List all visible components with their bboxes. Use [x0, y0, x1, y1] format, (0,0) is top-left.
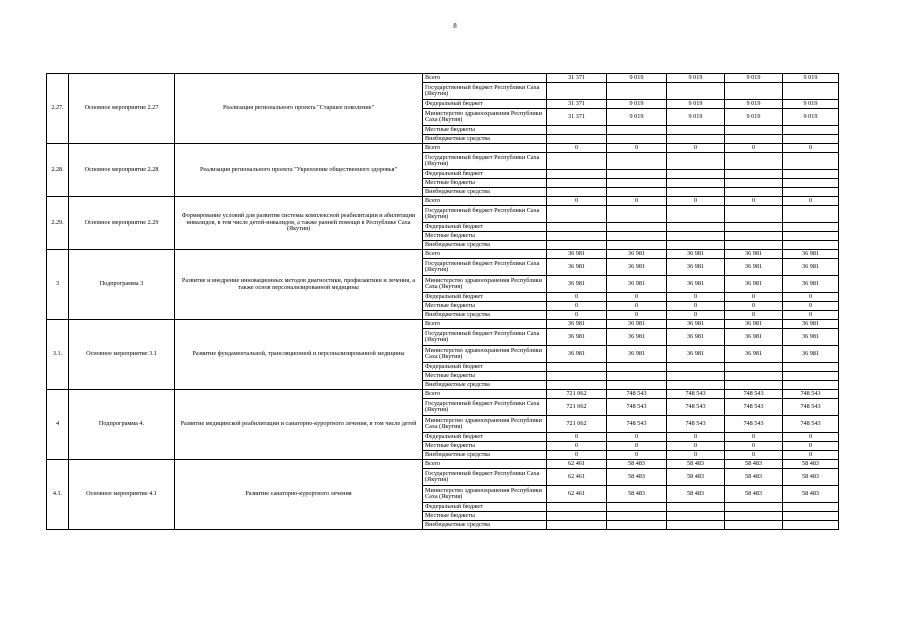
amount-cell: 36 981 [783, 346, 839, 363]
amount-cell: 58 483 [783, 460, 839, 469]
item-type: Основное мероприятие 3.1 [69, 320, 175, 390]
amount-cell [547, 503, 607, 512]
amount-cell [547, 223, 607, 232]
amount-cell [725, 241, 783, 250]
amount-cell: 9 019 [667, 109, 725, 126]
amount-cell: 0 [725, 144, 783, 153]
amount-cell [725, 153, 783, 170]
table-row [47, 460, 839, 469]
amount-cell [667, 521, 725, 530]
table-row [47, 74, 839, 83]
amount-cell [547, 179, 607, 188]
amount-cell: 58 483 [607, 486, 667, 503]
amount-cell: 36 981 [607, 276, 667, 293]
amount-cell: 58 483 [783, 486, 839, 503]
amount-cell [547, 170, 607, 179]
amount-cell: 0 [547, 144, 607, 153]
funding-source: Местные бюджеты [423, 126, 547, 135]
amount-cell [547, 153, 607, 170]
amount-cell: 62 461 [547, 460, 607, 469]
amount-cell [607, 83, 667, 100]
amount-cell [547, 521, 607, 530]
amount-cell [725, 512, 783, 521]
amount-cell: 36 981 [607, 320, 667, 329]
item-number: 2.28. [47, 144, 69, 197]
amount-cell: 36 981 [783, 320, 839, 329]
amount-cell [783, 223, 839, 232]
amount-cell [783, 381, 839, 390]
amount-cell: 0 [547, 293, 607, 302]
amount-cell: 36 981 [607, 329, 667, 346]
amount-cell: 9 019 [783, 109, 839, 126]
amount-cell [725, 503, 783, 512]
page-number: 8 [453, 22, 457, 30]
amount-cell: 0 [725, 442, 783, 451]
amount-cell: 0 [607, 433, 667, 442]
amount-cell [725, 232, 783, 241]
funding-source: Местные бюджеты [423, 442, 547, 451]
item-name: Формирование условий для развития системы комплексной реабилитации и абилитации инвалидов, в том числе детей-инвалидов, а также ранней помощи в Республике Саха (Якутия) [175, 197, 423, 250]
amount-cell: 0 [783, 293, 839, 302]
amount-cell: 748 543 [667, 390, 725, 399]
amount-cell [667, 153, 725, 170]
amount-cell: 0 [667, 293, 725, 302]
amount-cell: 36 981 [547, 320, 607, 329]
funding-source: Государственный бюджет Республики Саха (Якутия) [423, 153, 547, 170]
amount-cell: 31 371 [547, 109, 607, 126]
amount-cell [667, 232, 725, 241]
amount-cell: 0 [607, 451, 667, 460]
amount-cell: 36 981 [547, 276, 607, 293]
funding-source: Федеральный бюджет [423, 100, 547, 109]
amount-cell: 9 019 [725, 74, 783, 83]
amount-cell: 748 543 [783, 390, 839, 399]
amount-cell [725, 521, 783, 530]
amount-cell: 0 [667, 302, 725, 311]
amount-cell [547, 83, 607, 100]
amount-cell: 748 543 [607, 416, 667, 433]
amount-cell: 36 981 [667, 250, 725, 259]
amount-cell: 0 [725, 451, 783, 460]
funding-source: Местные бюджеты [423, 302, 547, 311]
amount-cell [667, 381, 725, 390]
amount-cell: 748 543 [667, 399, 725, 416]
funding-source: Федеральный бюджет [423, 170, 547, 179]
amount-cell: 0 [547, 311, 607, 320]
amount-cell: 748 543 [783, 416, 839, 433]
funding-source: Государственный бюджет Республики Саха (Якутия) [423, 399, 547, 416]
item-name: Реализация регионального проекта "Старшее поколение" [175, 74, 423, 144]
amount-cell [547, 512, 607, 521]
funding-source: Местные бюджеты [423, 512, 547, 521]
funding-source: Внебюджетные средства [423, 381, 547, 390]
amount-cell: 36 981 [725, 259, 783, 276]
funding-source: Местные бюджеты [423, 179, 547, 188]
amount-cell [783, 206, 839, 223]
amount-cell: 0 [667, 197, 725, 206]
amount-cell: 0 [725, 197, 783, 206]
amount-cell: 0 [547, 442, 607, 451]
amount-cell [783, 521, 839, 530]
amount-cell: 0 [607, 442, 667, 451]
amount-cell: 748 543 [725, 390, 783, 399]
amount-cell: 9 019 [725, 109, 783, 126]
amount-cell [725, 126, 783, 135]
amount-cell: 9 019 [783, 74, 839, 83]
item-number: 2.27. [47, 74, 69, 144]
amount-cell [547, 232, 607, 241]
amount-cell: 748 543 [783, 399, 839, 416]
amount-cell [607, 223, 667, 232]
amount-cell [725, 170, 783, 179]
amount-cell: 9 019 [607, 109, 667, 126]
funding-source: Министерство здравоохранения Республики Саха (Якутия) [423, 276, 547, 293]
item-number: 4 [47, 390, 69, 460]
amount-cell [783, 372, 839, 381]
amount-cell [607, 153, 667, 170]
funding-source: Внебюджетные средства [423, 135, 547, 144]
amount-cell: 36 981 [725, 320, 783, 329]
amount-cell: 0 [725, 311, 783, 320]
amount-cell: 0 [607, 197, 667, 206]
amount-cell [547, 363, 607, 372]
amount-cell: 0 [667, 433, 725, 442]
amount-cell: 36 981 [547, 250, 607, 259]
amount-cell [547, 135, 607, 144]
amount-cell: 36 981 [667, 320, 725, 329]
amount-cell: 31 371 [547, 74, 607, 83]
funding-source: Всего [423, 74, 547, 83]
item-name: Развитие фундаментальной, трансляционной и персонализированной медицины [175, 320, 423, 390]
amount-cell: 0 [783, 433, 839, 442]
amount-cell [547, 188, 607, 197]
amount-cell: 36 981 [547, 259, 607, 276]
amount-cell: 0 [725, 293, 783, 302]
amount-cell: 36 981 [725, 276, 783, 293]
item-number: 3.1. [47, 320, 69, 390]
funding-source: Министерство здравоохранения Республики Саха (Якутия) [423, 416, 547, 433]
item-name: Развитие и внедрение инновационных методов диагностики, профилактики и лечения, а также основ персонализированной медицины [175, 250, 423, 320]
funding-source: Государственный бюджет Республики Саха (Якутия) [423, 329, 547, 346]
amount-cell: 36 981 [783, 259, 839, 276]
amount-cell: 0 [783, 197, 839, 206]
item-type: Основное мероприятие 2.28 [69, 144, 175, 197]
item-type: Основное мероприятие 2.29 [69, 197, 175, 250]
table-row [47, 144, 839, 153]
amount-cell [607, 363, 667, 372]
amount-cell [547, 372, 607, 381]
funding-source: Государственный бюджет Республики Саха (Якутия) [423, 259, 547, 276]
amount-cell [667, 503, 725, 512]
amount-cell: 36 981 [725, 346, 783, 363]
amount-cell [607, 188, 667, 197]
amount-cell: 36 981 [725, 250, 783, 259]
amount-cell: 36 981 [607, 259, 667, 276]
amount-cell: 9 019 [667, 100, 725, 109]
funding-source: Федеральный бюджет [423, 503, 547, 512]
funding-source: Местные бюджеты [423, 372, 547, 381]
amount-cell: 9 019 [667, 74, 725, 83]
item-number: 2.29. [47, 197, 69, 250]
amount-cell [667, 512, 725, 521]
amount-cell: 0 [783, 311, 839, 320]
table-row [47, 197, 839, 206]
amount-cell: 0 [607, 144, 667, 153]
amount-cell [725, 83, 783, 100]
amount-cell: 58 483 [607, 460, 667, 469]
amount-cell [725, 363, 783, 372]
amount-cell [667, 179, 725, 188]
funding-source: Внебюджетные средства [423, 451, 547, 460]
amount-cell: 36 981 [667, 346, 725, 363]
amount-cell: 0 [547, 302, 607, 311]
funding-source: Всего [423, 320, 547, 329]
amount-cell: 0 [547, 451, 607, 460]
amount-cell [607, 170, 667, 179]
amount-cell [667, 188, 725, 197]
amount-cell: 721 062 [547, 390, 607, 399]
amount-cell: 58 483 [725, 486, 783, 503]
amount-cell: 36 981 [667, 329, 725, 346]
amount-cell [607, 241, 667, 250]
amount-cell [667, 363, 725, 372]
amount-cell [547, 381, 607, 390]
amount-cell: 58 483 [783, 469, 839, 486]
amount-cell: 36 981 [547, 346, 607, 363]
amount-cell: 0 [607, 311, 667, 320]
amount-cell [607, 512, 667, 521]
amount-cell [783, 363, 839, 372]
amount-cell: 31 371 [547, 100, 607, 109]
item-number: 4.1. [47, 460, 69, 530]
item-name: Развитие медицинской реабилитации и санаторно-курортного лечения, в том числе детей [175, 390, 423, 460]
amount-cell [783, 153, 839, 170]
amount-cell [607, 503, 667, 512]
funding-source: Внебюджетные средства [423, 521, 547, 530]
amount-cell: 0 [667, 451, 725, 460]
amount-cell: 36 981 [783, 329, 839, 346]
amount-cell [607, 232, 667, 241]
table-row [47, 320, 839, 329]
amount-cell: 0 [667, 311, 725, 320]
amount-cell: 36 981 [547, 329, 607, 346]
amount-cell [783, 135, 839, 144]
funding-source: Всего [423, 250, 547, 259]
amount-cell: 58 483 [607, 469, 667, 486]
funding-source: Внебюджетные средства [423, 241, 547, 250]
amount-cell [783, 188, 839, 197]
funding-source: Внебюджетные средства [423, 188, 547, 197]
amount-cell [607, 381, 667, 390]
amount-cell: 748 543 [607, 399, 667, 416]
amount-cell: 748 543 [725, 399, 783, 416]
amount-cell [783, 503, 839, 512]
amount-cell: 0 [725, 302, 783, 311]
funding-source: Федеральный бюджет [423, 293, 547, 302]
funding-source: Федеральный бюджет [423, 433, 547, 442]
amount-cell [725, 381, 783, 390]
amount-cell [607, 372, 667, 381]
amount-cell: 58 483 [667, 486, 725, 503]
amount-cell: 9 019 [725, 100, 783, 109]
amount-cell [667, 83, 725, 100]
amount-cell: 9 019 [783, 100, 839, 109]
amount-cell [725, 372, 783, 381]
amount-cell: 36 981 [667, 259, 725, 276]
amount-cell [667, 206, 725, 223]
amount-cell: 748 543 [607, 390, 667, 399]
amount-cell [725, 223, 783, 232]
item-type: Подпрограмма 3 [69, 250, 175, 320]
amount-cell: 0 [547, 433, 607, 442]
amount-cell [783, 241, 839, 250]
amount-cell [667, 223, 725, 232]
amount-cell [783, 170, 839, 179]
amount-cell [547, 126, 607, 135]
amount-cell: 748 543 [725, 416, 783, 433]
amount-cell: 58 483 [725, 469, 783, 486]
funding-source: Федеральный бюджет [423, 363, 547, 372]
amount-cell: 0 [783, 451, 839, 460]
amount-cell [783, 232, 839, 241]
amount-cell: 58 483 [667, 460, 725, 469]
amount-cell: 0 [783, 442, 839, 451]
amount-cell [667, 241, 725, 250]
amount-cell: 0 [547, 197, 607, 206]
budget-table [46, 73, 839, 530]
amount-cell: 36 981 [607, 250, 667, 259]
funding-source: Государственный бюджет Республики Саха (Якутия) [423, 469, 547, 486]
item-type: Основное мероприятие 2.27 [69, 74, 175, 144]
amount-cell [725, 188, 783, 197]
amount-cell: 36 981 [725, 329, 783, 346]
amount-cell: 36 981 [783, 250, 839, 259]
amount-cell [607, 206, 667, 223]
amount-cell [783, 179, 839, 188]
funding-source: Всего [423, 460, 547, 469]
funding-source: Государственный бюджет Республики Саха (Якутия) [423, 83, 547, 100]
amount-cell [667, 170, 725, 179]
funding-source: Внебюджетные средства [423, 311, 547, 320]
funding-source: Федеральный бюджет [423, 223, 547, 232]
funding-source: Министерство здравоохранения Республики Саха (Якутия) [423, 109, 547, 126]
amount-cell: 721 062 [547, 399, 607, 416]
item-name: Реализация регионального проекта "Укрепление общественного здоровья" [175, 144, 423, 197]
amount-cell [725, 135, 783, 144]
amount-cell [607, 179, 667, 188]
amount-cell: 62 461 [547, 469, 607, 486]
table-row [47, 250, 839, 259]
amount-cell [667, 126, 725, 135]
amount-cell [667, 135, 725, 144]
amount-cell: 9 019 [607, 100, 667, 109]
amount-cell [783, 126, 839, 135]
amount-cell: 721 062 [547, 416, 607, 433]
amount-cell: 0 [725, 433, 783, 442]
amount-cell [607, 521, 667, 530]
amount-cell: 36 981 [607, 346, 667, 363]
amount-cell [725, 206, 783, 223]
table-row [47, 390, 839, 399]
funding-source: Министерство здравоохранения Республики Саха (Якутия) [423, 486, 547, 503]
amount-cell: 36 981 [667, 276, 725, 293]
item-name: Развитие санаторно-курортного лечения [175, 460, 423, 530]
amount-cell: 9 019 [607, 74, 667, 83]
amount-cell: 62 461 [547, 486, 607, 503]
amount-cell [783, 512, 839, 521]
amount-cell: 58 483 [667, 469, 725, 486]
item-type: Основное мероприятие 4.1 [69, 460, 175, 530]
amount-cell [667, 372, 725, 381]
amount-cell: 0 [667, 144, 725, 153]
amount-cell [547, 241, 607, 250]
amount-cell: 0 [607, 302, 667, 311]
funding-source: Местные бюджеты [423, 232, 547, 241]
funding-source: Всего [423, 197, 547, 206]
amount-cell: 36 981 [783, 276, 839, 293]
item-type: Подпрограмма 4. [69, 390, 175, 460]
amount-cell: 748 543 [667, 416, 725, 433]
funding-source: Всего [423, 390, 547, 399]
funding-source: Министерство здравоохранения Республики Саха (Якутия) [423, 346, 547, 363]
amount-cell [725, 179, 783, 188]
amount-cell [783, 83, 839, 100]
amount-cell: 0 [667, 442, 725, 451]
amount-cell: 0 [783, 144, 839, 153]
item-number: 3 [47, 250, 69, 320]
amount-cell: 0 [783, 302, 839, 311]
funding-source: Всего [423, 144, 547, 153]
amount-cell [607, 126, 667, 135]
funding-source: Государственный бюджет Республики Саха (Якутия) [423, 206, 547, 223]
amount-cell: 58 483 [725, 460, 783, 469]
amount-cell [547, 206, 607, 223]
amount-cell: 0 [607, 293, 667, 302]
amount-cell [607, 135, 667, 144]
